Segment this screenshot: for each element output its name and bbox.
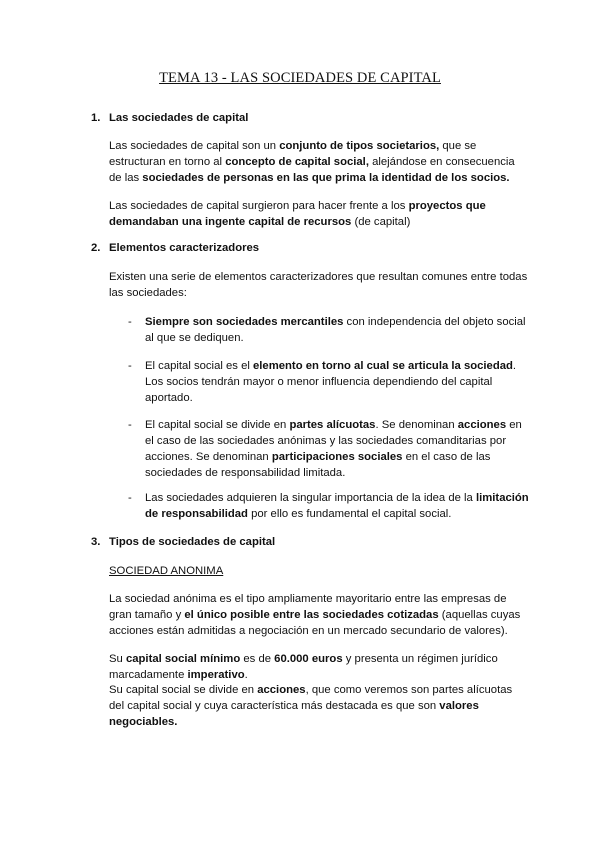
bold-run: acciones — [257, 684, 306, 696]
section-number: 2. — [91, 242, 101, 254]
bullet-item — [145, 417, 530, 481]
text-run: Las sociedades de capital surgieron para hacer frente a los — [109, 200, 409, 212]
text-run: que se estructuran en torno al — [109, 140, 477, 168]
text-run: Su capital social se divide en — [109, 684, 258, 696]
text-run: (aquellas cuyas acciones están admitidas a negociación en un mercado secundario de valores). — [109, 609, 521, 637]
text-run: Las sociedades de capital son un — [109, 140, 280, 152]
bold-run: capital social mínimo — [125, 653, 241, 665]
paragraph — [109, 198, 524, 230]
text-run: Su — [109, 653, 126, 665]
bold-run: elemento en torno al cual se articula la sociedad — [253, 360, 513, 372]
subheading: SOCIEDAD ANONIMA — [109, 565, 224, 577]
bullet-item — [145, 490, 530, 522]
paragraph: Existen una serie de elementos caracterizadores que resultan comunes entre todas las sociedades: — [109, 271, 528, 299]
paragraph — [109, 591, 527, 639]
paragraph — [109, 138, 524, 186]
bullet-item — [145, 314, 530, 346]
bold-run: acciones — [457, 419, 507, 431]
text-run: en el caso de las sociedades de responsabilidad limitada. — [145, 451, 491, 479]
text-run: (de capital) — [351, 216, 411, 228]
section-title: Las sociedades de capital — [109, 112, 249, 124]
section-1-heading — [91, 110, 248, 126]
bullet-dash: - — [128, 316, 132, 328]
bold-run: el único posible entre las sociedades cotizadas — [184, 609, 439, 621]
bold-run: Siempre son sociedades mercantiles — [145, 316, 344, 328]
paragraph — [109, 651, 527, 683]
section-3-heading — [91, 534, 275, 550]
section-title: Tipos de sociedades de capital — [109, 536, 276, 548]
text-run: La sociedad anónima es el tipo ampliamente mayoritario entre las empresas de gran tamaño y — [109, 593, 507, 621]
bold-run: imperativo — [187, 669, 245, 681]
section-2-heading — [91, 240, 259, 256]
bullet-dash: - — [128, 492, 132, 504]
bullet-dash: - — [128, 360, 132, 372]
bold-run: concepto de capital social, — [225, 156, 369, 168]
bold-run: partes alícuotas — [289, 419, 376, 431]
section-title: Elementos caracterizadores — [109, 242, 260, 254]
text-run: . Los socios tendrán mayor o menor influencia dependiendo del capital aportado. — [145, 360, 517, 404]
bullet-item — [145, 358, 530, 406]
section-number: 1. — [91, 112, 101, 124]
text-run: y presenta un régimen jurídico marcadamente — [109, 653, 498, 681]
text-run: alejándose en consecuencia de las — [109, 156, 515, 184]
bold-run: limitación de responsabilidad — [145, 492, 529, 520]
text-run: en el caso de las sociedades anónimas y las sociedades comanditarias por acciones. Se denominan — [145, 419, 522, 463]
text-run: El capital social se divide en — [145, 419, 290, 431]
text-run: con independencia del objeto social al que se dediquen. — [145, 316, 526, 344]
text-run: El capital social es el — [145, 360, 253, 372]
bold-run: participaciones sociales — [271, 451, 403, 463]
section-number: 3. — [91, 536, 101, 548]
text-run: . Se denominan — [375, 419, 458, 431]
bold-run: valores negociables. — [109, 700, 479, 728]
bold-run: sociedades de personas en las que prima la identidad de los socios. — [142, 172, 510, 184]
bullet-dash: - — [128, 419, 132, 431]
text-run: . — [244, 669, 248, 681]
text-run: por ello es fundamental el capital social. — [247, 508, 452, 520]
bold-run: proyectos que demandaban una ingente capital de recursos — [109, 200, 486, 228]
bold-run: 60.000 euros — [274, 653, 343, 665]
bold-run: conjunto de tipos societarios, — [279, 140, 440, 152]
paragraph — [109, 682, 529, 730]
text-run: , que como veremos son partes alícuotas del capital social y cuya característica más destacada es que son — [109, 684, 513, 712]
text-run: Las sociedades adquieren la singular importancia de la idea de la — [145, 492, 476, 504]
text-run: es de — [240, 653, 275, 665]
page-title: TEMA 13 - LAS SOCIEDADES DE CAPITAL — [159, 70, 441, 86]
